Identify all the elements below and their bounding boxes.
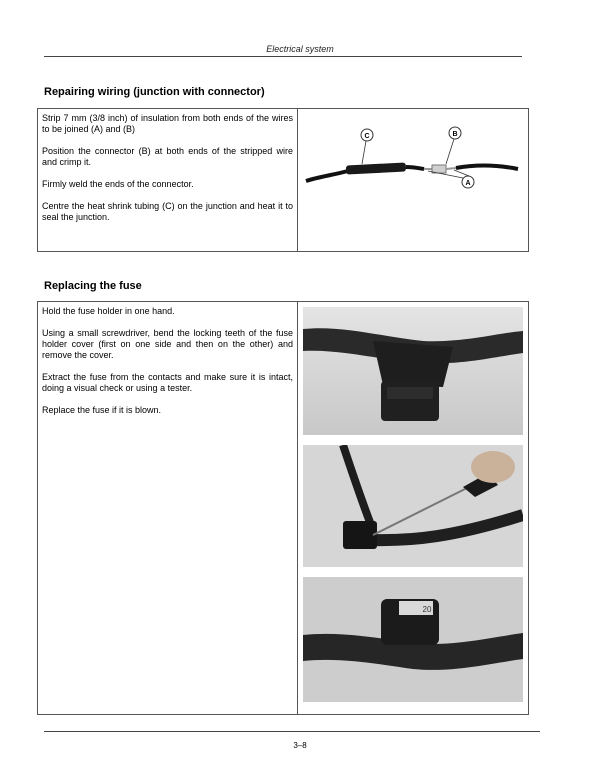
- header-title: Electrical system: [266, 44, 334, 54]
- instruction-paragraph: Using a small screwdriver, bend the locking teeth of the fuse holder cover (first on one side and then on the other) and remove the cover.: [42, 328, 293, 360]
- instruction-paragraph: Strip 7 mm (3/8 inch) of insulation from both ends of the wires to be joined (A) and (B): [42, 113, 293, 134]
- callout-b-label: B: [452, 131, 458, 138]
- repairing-wiring-instructions: [38, 109, 298, 251]
- callout-a-label: A: [465, 180, 471, 187]
- screwdriver-photo: [303, 445, 523, 567]
- header-rule: [44, 56, 522, 57]
- fuse-exposed-illustration: [303, 577, 523, 702]
- replacing-fuse-instructions: [38, 302, 298, 714]
- heat-shrink-tubing: [346, 162, 406, 174]
- section-title-replacing-fuse: Replacing the fuse: [44, 280, 142, 292]
- instruction-paragraph: Extract the fuse from the contacts and make sure it is intact, doing a visual check or using a tester.: [42, 372, 293, 393]
- right-wire: [456, 166, 518, 170]
- fuse-rating-label: 20: [422, 605, 432, 614]
- fuse-holder-illustration: [303, 307, 523, 435]
- instruction-paragraph: Centre the heat shrink tubing (C) on the junction and heat it to seal the junction.: [42, 201, 293, 222]
- replacing-fuse-box: [37, 301, 529, 715]
- repairing-wiring-box: [37, 108, 529, 252]
- wiring-diagram: [298, 109, 528, 251]
- screwdriver-illustration: [303, 445, 523, 567]
- section-title-repairing-wiring: Repairing wiring (junction with connector): [44, 86, 265, 98]
- instruction-paragraph: Position the connector (B) at both ends of the stripped wire and crimp it.: [42, 146, 293, 167]
- footer-rule: [44, 731, 540, 732]
- callout-a-leader-right: [454, 170, 469, 176]
- crimp-connector: [432, 165, 446, 173]
- stripped-wire-right: [446, 168, 456, 169]
- fuse-photos: [298, 302, 528, 714]
- wiring-junction-illustration: [298, 109, 526, 249]
- instruction-paragraph: Firmly weld the ends of the connector.: [42, 179, 194, 189]
- callout-c-label: C: [364, 133, 370, 140]
- callout-b-leader: [446, 139, 454, 164]
- instruction-paragraph: Hold the fuse holder in one hand.: [42, 306, 175, 316]
- left-wire-end: [406, 167, 424, 169]
- callout-c-leader: [362, 141, 366, 164]
- page-number: 3–8: [293, 741, 307, 750]
- fuse-holder-photo: [303, 307, 523, 435]
- fuse-exposed-photo: [303, 577, 523, 702]
- instruction-paragraph: Replace the fuse if it is blown.: [42, 405, 162, 415]
- left-wire: [306, 171, 348, 181]
